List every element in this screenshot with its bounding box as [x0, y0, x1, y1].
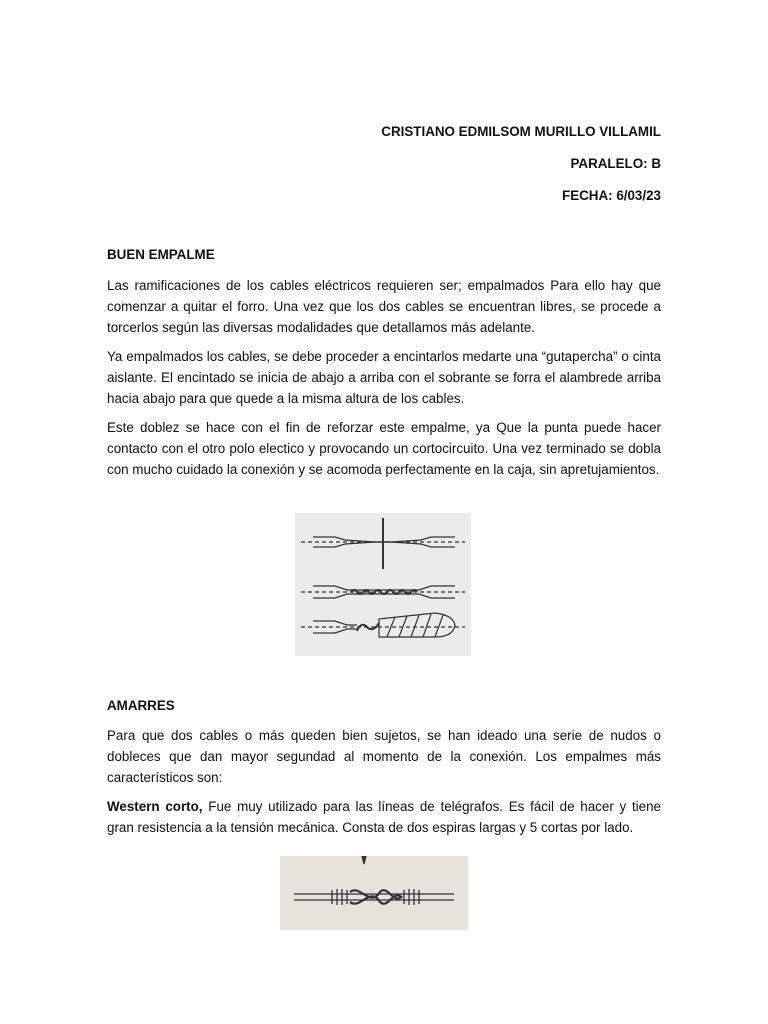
- fecha-label: FECHA: 6/03/23: [562, 188, 661, 203]
- paragraph-3: Este doblez se hace con el fin de reforzar este empalme, ya Que la punta puede hacer contacto con el otro polo electico y provocando un cortocircuito. Una vez terminado se dobla con mucho cuidado la conexión y se acomoda perfectamente en la caja, sin apretujamientos.: [107, 420, 661, 477]
- section-title-amarres: AMARRES: [107, 698, 175, 713]
- author-name: CRISTIANO EDMILSOM MURILLO VILLAMIL: [381, 124, 661, 139]
- section-buen-empalme: [107, 245, 661, 480]
- western-corto-description: Fue muy utilizado para las líneas de telégrafos. Es fácil de hacer y tiene gran resistencia a la tensión mecánica. Consta de dos espiras largas y 5 cortas por lado.: [107, 799, 661, 835]
- section-amarres: [107, 696, 661, 838]
- paragraph-1: Las ramificaciones de los cables eléctricos requieren ser; empalmados Para ello hay que comenzar a quitar el forro. Una vez que los dos cables se encuentran libres, se procede a torcerlos según las diversas modalidades que detallamos más adelante.: [107, 278, 661, 335]
- paragraph-2: Ya empalmados los cables, se debe proceder a encintarlos medarte una “gutapercha” o cinta aislante. El encintado se inicia de abajo a arriba con el sobrante se forra el alambrede arriba hacia abajo para que quede a la misma altura de los cables.: [107, 349, 661, 406]
- paralelo-label: PARALELO: B: [570, 156, 661, 171]
- western-corto-paragraph: [107, 796, 661, 838]
- western-knot-illustration: [280, 856, 468, 930]
- section-title-buen-empalme: BUEN EMPALME: [107, 247, 215, 262]
- document-header: [381, 122, 661, 218]
- splice-illustration: [295, 513, 471, 656]
- western-corto-term: Western corto,: [107, 799, 203, 814]
- amarres-intro: Para que dos cables o más queden bien sujetos, se han ideado una serie de nudos o dobleces que dan mayor segundad al momento de la conexión. Los empalmes más característicos son:: [107, 728, 661, 785]
